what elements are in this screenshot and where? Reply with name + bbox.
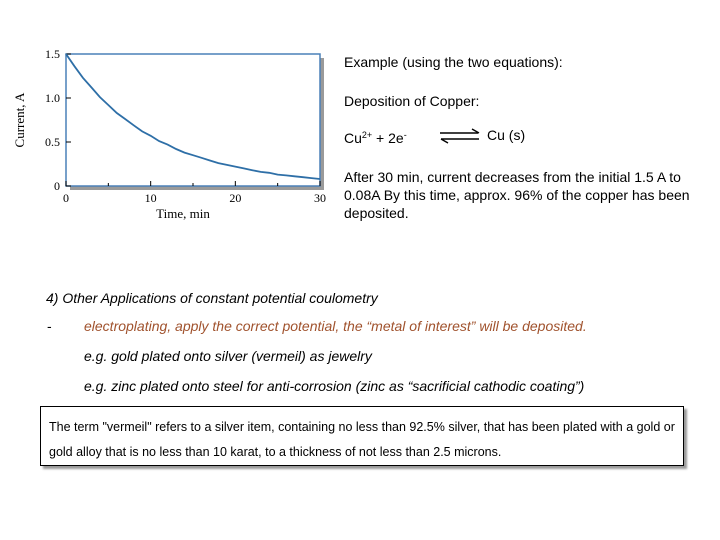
y-tick-label: 1.0 xyxy=(45,91,60,105)
electron-sign: - xyxy=(403,130,407,140)
x-tick-label: 30 xyxy=(314,191,326,205)
plot-frame xyxy=(66,54,320,186)
equilibrium-arrows-icon xyxy=(438,128,482,144)
electroplating-bullet: electroplating, apply the correct potential, the “metal of interest” will be deposited. xyxy=(84,318,587,334)
deposition-title: Deposition of Copper: xyxy=(344,93,480,109)
reactant-symbol: Cu xyxy=(344,130,362,146)
x-tick-label: 20 xyxy=(229,191,242,205)
example-gold-vermeil: e.g. gold plated onto silver (vermeil) as jewelry xyxy=(84,348,372,364)
bullet-marker: - xyxy=(47,318,52,334)
x-tick-label: 0 xyxy=(63,191,69,205)
vermeil-note-box xyxy=(40,406,684,466)
y-tick-label: 0.5 xyxy=(45,135,60,149)
reaction-reactants xyxy=(344,126,407,147)
chart-svg xyxy=(8,40,340,230)
example-title: Example (using the two equations): xyxy=(344,54,563,70)
y-tick-label: 0 xyxy=(54,179,60,193)
electron-term: + 2e xyxy=(372,130,404,146)
example-zinc-steel: e.g. zinc plated onto steel for anti-corrosion (zinc as “sacrificial cathodic coating”) xyxy=(84,378,585,394)
reactant-charge: 2+ xyxy=(361,130,373,140)
y-axis-label: Current, A xyxy=(12,92,27,148)
vermeil-note-text: The term "vermeil" refers to a silver item, containing no less than 92.5% silver, that has been plated with a gold or gold alloy that is no less than 10 karat, to a thickness of not less than 2.5 microns. xyxy=(49,420,675,459)
current-time-chart xyxy=(8,40,340,230)
reaction-product: Cu (s) xyxy=(487,127,526,143)
applications-heading: 4) Other Applications of constant potential coulometry xyxy=(46,290,378,306)
after-30-min-text: After 30 min, current decreases from the initial 1.5 A to 0.08A By this time, approx. 96% of the copper has been deposited. xyxy=(344,169,690,221)
y-tick-label: 1.5 xyxy=(45,47,60,61)
x-tick-label: 10 xyxy=(144,191,157,205)
x-axis-label: Time, min xyxy=(156,206,210,221)
